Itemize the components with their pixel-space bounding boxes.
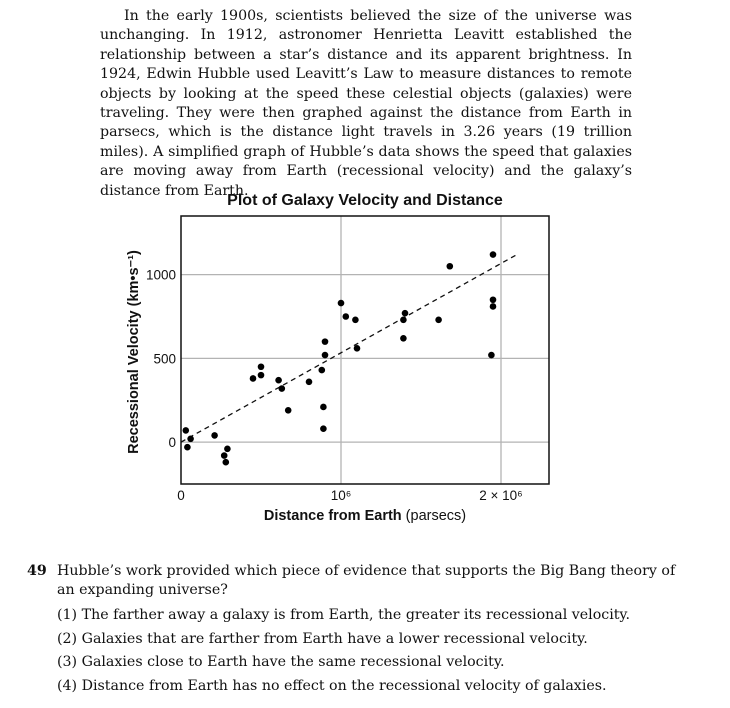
data-point — [320, 404, 327, 411]
data-point — [400, 317, 407, 324]
choice-3[interactable]: (3) Galaxies close to Earth have the same recessional velocity. — [57, 654, 505, 670]
data-point — [343, 313, 350, 320]
question-number: 49 — [27, 563, 47, 579]
tick-labels — [146, 268, 523, 503]
data-point — [488, 352, 495, 359]
data-point — [224, 446, 231, 453]
data-point — [183, 427, 190, 434]
data-point — [490, 251, 497, 258]
x-tick-label: 10⁶ — [330, 488, 352, 503]
y-tick-label: 0 — [168, 435, 176, 451]
choice-4[interactable]: (4) Distance from Earth has no effect on the recessional velocity of galaxies. — [57, 677, 607, 694]
data-point — [338, 300, 345, 307]
data-point — [223, 459, 230, 466]
question-49 — [27, 562, 677, 700]
data-point — [258, 363, 265, 370]
data-point — [275, 377, 282, 384]
y-axis-label: Recessional Velocity (km•s⁻¹) — [125, 250, 142, 454]
data-point — [447, 263, 454, 270]
y-tick-label: 1000 — [145, 267, 176, 283]
answer-choices — [57, 606, 677, 700]
question-text: Hubble’s work provided which piece of evidence that supports the Big Bang theory of an expanding universe? — [57, 563, 676, 598]
choice-2[interactable]: (2) Galaxies that are farther from Earth have a lower recessional velocity. — [57, 630, 588, 647]
data-point — [322, 352, 329, 359]
x-tick-label: 2 × 10⁶ — [479, 488, 523, 503]
data-point — [285, 407, 292, 414]
data-point — [279, 385, 286, 392]
data-point — [352, 317, 359, 324]
x-axis-label-unit: (parsecs) — [401, 508, 467, 524]
choice-1[interactable]: (1) The farther away a galaxy is from Earth, the greater its recessional velocity. — [57, 607, 631, 623]
data-point — [320, 425, 327, 432]
data-point — [400, 335, 407, 342]
x-tick-label: 0 — [177, 488, 185, 503]
data-point — [184, 444, 191, 451]
reading-passage: In the early 1900s, scientists believed the size of the universe was unchanging. In 1912, astronomer Henrietta Leavitt established the relationship between a star’s distance and its apparent brightness. In 1924, Edwin Hubble used Leavitt’s Law to measure distances to remote objects by looking at the speed these celestial objects (galaxies) were traveling. They were then graphed against the distance from Earth in parsecs, which is the distance light travels in 3.26 years (19 trillion miles). A simplified graph of Hubble’s data shows the speed that galaxies are moving away from Earth (recessional velocity) and the galaxy’s distance from Earth. — [100, 8, 632, 199]
trend-line — [181, 255, 517, 443]
data-point — [306, 379, 313, 386]
data-point — [322, 338, 329, 345]
x-axis-label-main: Distance from Earth — [263, 508, 402, 524]
data-point — [435, 317, 442, 324]
data-point — [187, 435, 194, 442]
data-point — [211, 432, 218, 439]
data-point — [250, 375, 257, 382]
data-point — [319, 367, 326, 374]
data-point — [221, 452, 228, 459]
data-point — [490, 303, 497, 310]
data-point — [490, 296, 497, 303]
data-point — [402, 310, 409, 317]
data-point — [258, 372, 265, 379]
y-tick-label: 500 — [153, 351, 176, 367]
data-point — [354, 345, 361, 352]
x-axis-label — [264, 508, 466, 524]
chart-title: Plot of Galaxy Velocity and Distance — [227, 192, 503, 209]
